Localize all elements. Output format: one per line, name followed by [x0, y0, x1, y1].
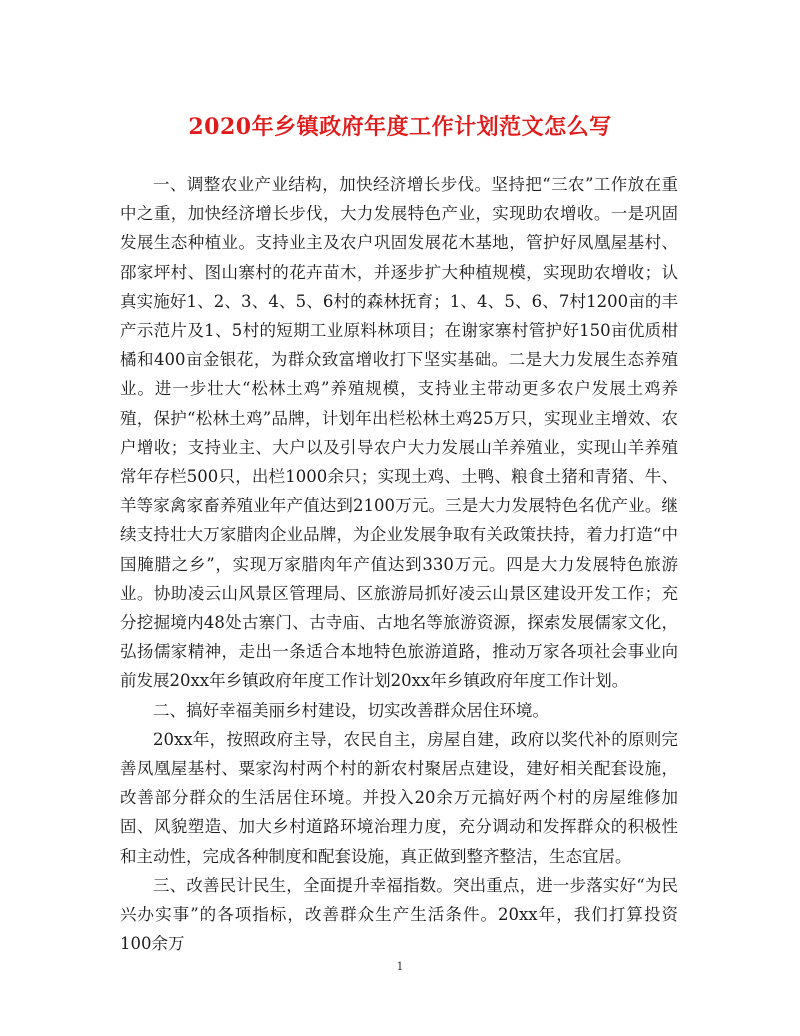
paragraph-livelihood: 三、改善民计民生，全面提升幸福指数。突出重点，进一步落实好“为民兴办实事”的各项指标，改善群众生产生活条件。20xx年，我们打算投资100余万 [120, 875, 678, 954]
paragraph-agriculture: 一、调整农业产业结构，加快经济增长步伐。坚持把“三农”工作放在重中之重，加快经济增长步伐，大力发展特色产业，实现助农增收。一是巩固发展生态种植业。支持业主及农户巩固发展花木基地，管护好凤凰屋基村、邵家坪村、图山寨村的花卉苗木，并逐步扩大种植规模，实现助农增收；认真实施好1、2、3、4、5、6村的森林抚育；1、4、5、6、7村1200亩的丰产示范片及1、5村的短期工业原料林项目；在谢家寨村管护好150亩优质柑橘和400亩金银花，为群众致富增收打下坚实基础。二是大力发展生态养殖业。进一步壮大“松林土鸡”养殖规模，支持业主带动更多农户发展土鸡养殖，保护“松林土鸡”品牌，计划年出栏松林土鸡25万只，实现业主增效、农户增收；支持业主、大户以及引导农户大力发展山羊养殖业，实现山羊养殖常年存栏500只，出栏1000余只；实现土鸡、土鸭、粮食土猪和青猪、牛、羊等家禽家畜养殖业年产值达到2100万元。三是大力发展特色名优产业。继续支持壮大万家腊肉企业品牌，为企业发展争取有关政策扶持，着力打造“中国腌腊之乡”，实现万家腊肉年产值达到330万元。四是大力发展特色旅游业。协助凌云山风景区管理局、区旅游局抓好凌云山景区建设开发工作；充分挖掘境内48处古寨门、古寺庙、古地名等旅游资源，探索发展儒家文化，弘扬儒家精神，走出一条适合本地特色旅游道路，推动万家各项社会事业向前发展20xx年乡镇政府年度工作计划20xx年乡镇政府年度工作计划。 [120, 175, 678, 691]
paragraph-rural-construction: 20xx年，按照政府主导，农民自主，房屋自建，政府以奖代补的原则完善凤凰屋基村、粟家沟村两个村的新农村聚居点建设，建好相关配套设施，改善部分群众的生活居住环境。并投入20余万元搞好两个村的房屋维修加固、风貌塑造、加大乡村道路环境治理力度，充分调动和发挥群众的积极性和主动性，完成各种制度和配套设施，真正做到整齐整洁，生态宜居。 [120, 729, 678, 866]
page-number: 1 [396, 960, 404, 973]
document-body [120, 170, 678, 958]
paragraph-rural-construction-heading: 二、搞好幸福美丽乡村建设，切实改善群众居住环境。 [153, 700, 549, 720]
document-title: 2020年乡镇政府年度工作计划范文怎么写 [188, 114, 612, 140]
